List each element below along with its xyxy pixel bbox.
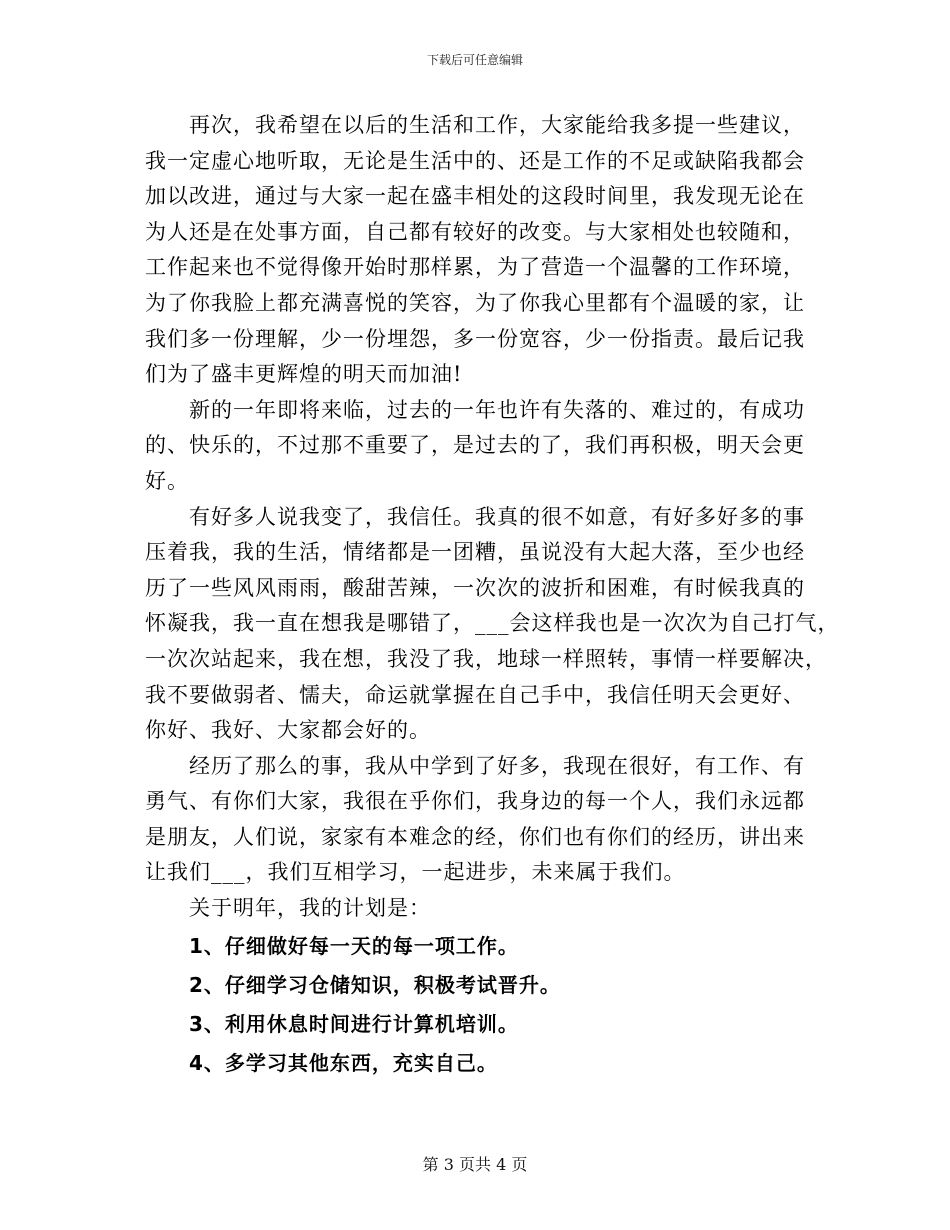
text-line: 经历了那么的事，我从中学到了好多，我现在很好，有工作、有 [189, 753, 805, 778]
paragraph-suggestions [145, 108, 809, 393]
plan-list [145, 927, 809, 1083]
text-line: 再次，我希望在以后的生活和工作，大家能给我多提一些建议， [189, 113, 805, 137]
document-body [145, 108, 840, 1083]
text-line: 关于明年，我的计划是： [189, 896, 431, 921]
plan-item: 4、多学习其他东西，充实自己。 [189, 1050, 498, 1075]
text-line: 是朋友，人们说，家家有本难念的经，你们也有你们的经历，讲出来 [145, 824, 805, 849]
text-line: 压着我，我的生活，情绪都是一团糟，虽说没有大起大落，至少也经 [145, 540, 805, 565]
paragraph-changes [145, 500, 840, 749]
text-line: 工作起来也不觉得像开始时那样累，为了营造一个温馨的工作环境， [145, 255, 805, 280]
text-line: 你好、我好、大家都会好的。 [145, 718, 431, 743]
page-number: 第 3 页共 4 页 [422, 1155, 528, 1174]
text-line: 我们多一份理解，少一份埋怨，多一份宽容，少一份指责。最后记我 [145, 326, 805, 351]
text-line: 新的一年即将来临，过去的一年也许有失落的、难过的，有成功 [189, 397, 805, 422]
text-line: 好。 [145, 468, 189, 493]
text-line: 勇气、有你们大家，我很在乎你们，我身边的每一个人，我们永远都 [145, 789, 805, 814]
text-line: 怀凝我，我一直在想我是哪错了，___会这样我也是一次次为自己打气， [145, 611, 840, 636]
text-line: 我一定虚心地听取，无论是生活中的、还是工作的不足或缺陷我都会 [145, 148, 805, 173]
text-line: 们为了盛丰更辉煌的明天而加油! [145, 362, 463, 387]
text-line: 有好多人说我变了，我信任。我真的很不如意，有好多好多的事 [189, 504, 805, 529]
paragraph-plan-intro [145, 891, 809, 927]
text-line: 加以改进，通过与大家一起在盛丰相处的这段时间里，我发现无论在 [145, 184, 805, 209]
text-line: 历了一些风风雨雨，酸甜苦辣，一次次的波折和困难，有时候我真的 [145, 575, 805, 600]
header-note: 下载后可任意编辑 [426, 53, 523, 67]
plan-item: 3、利用休息时间进行计算机培训。 [189, 1011, 519, 1036]
paragraph-experience [145, 749, 809, 891]
text-line: 为人还是在处事方面，自己都有较好的改变。与大家相处也较随和， [145, 219, 805, 244]
text-line: 为了你我脸上都充满喜悦的笑容，为了你我心里都有个温暖的家，让 [145, 290, 805, 315]
plan-item: 1、仔细做好每一天的每一项工作。 [189, 933, 519, 958]
text-line: 让我们___，我们互相学习，一起进步，未来属于我们。 [145, 860, 686, 885]
plan-item: 2、仔细学习仓储知识，积极考试晋升。 [189, 972, 561, 997]
paragraph-new-year [145, 393, 809, 500]
text-line: 一次次站起来，我在想，我没了我，地球一样照转，事情一样要解决， [145, 646, 827, 671]
text-line: 的、快乐的，不过那不重要了，是过去的了，我们再积极，明天会更 [145, 433, 805, 458]
text-line: 我不要做弱者、懦夫，命运就掌握在自己手中，我信任明天会更好、 [145, 682, 805, 707]
